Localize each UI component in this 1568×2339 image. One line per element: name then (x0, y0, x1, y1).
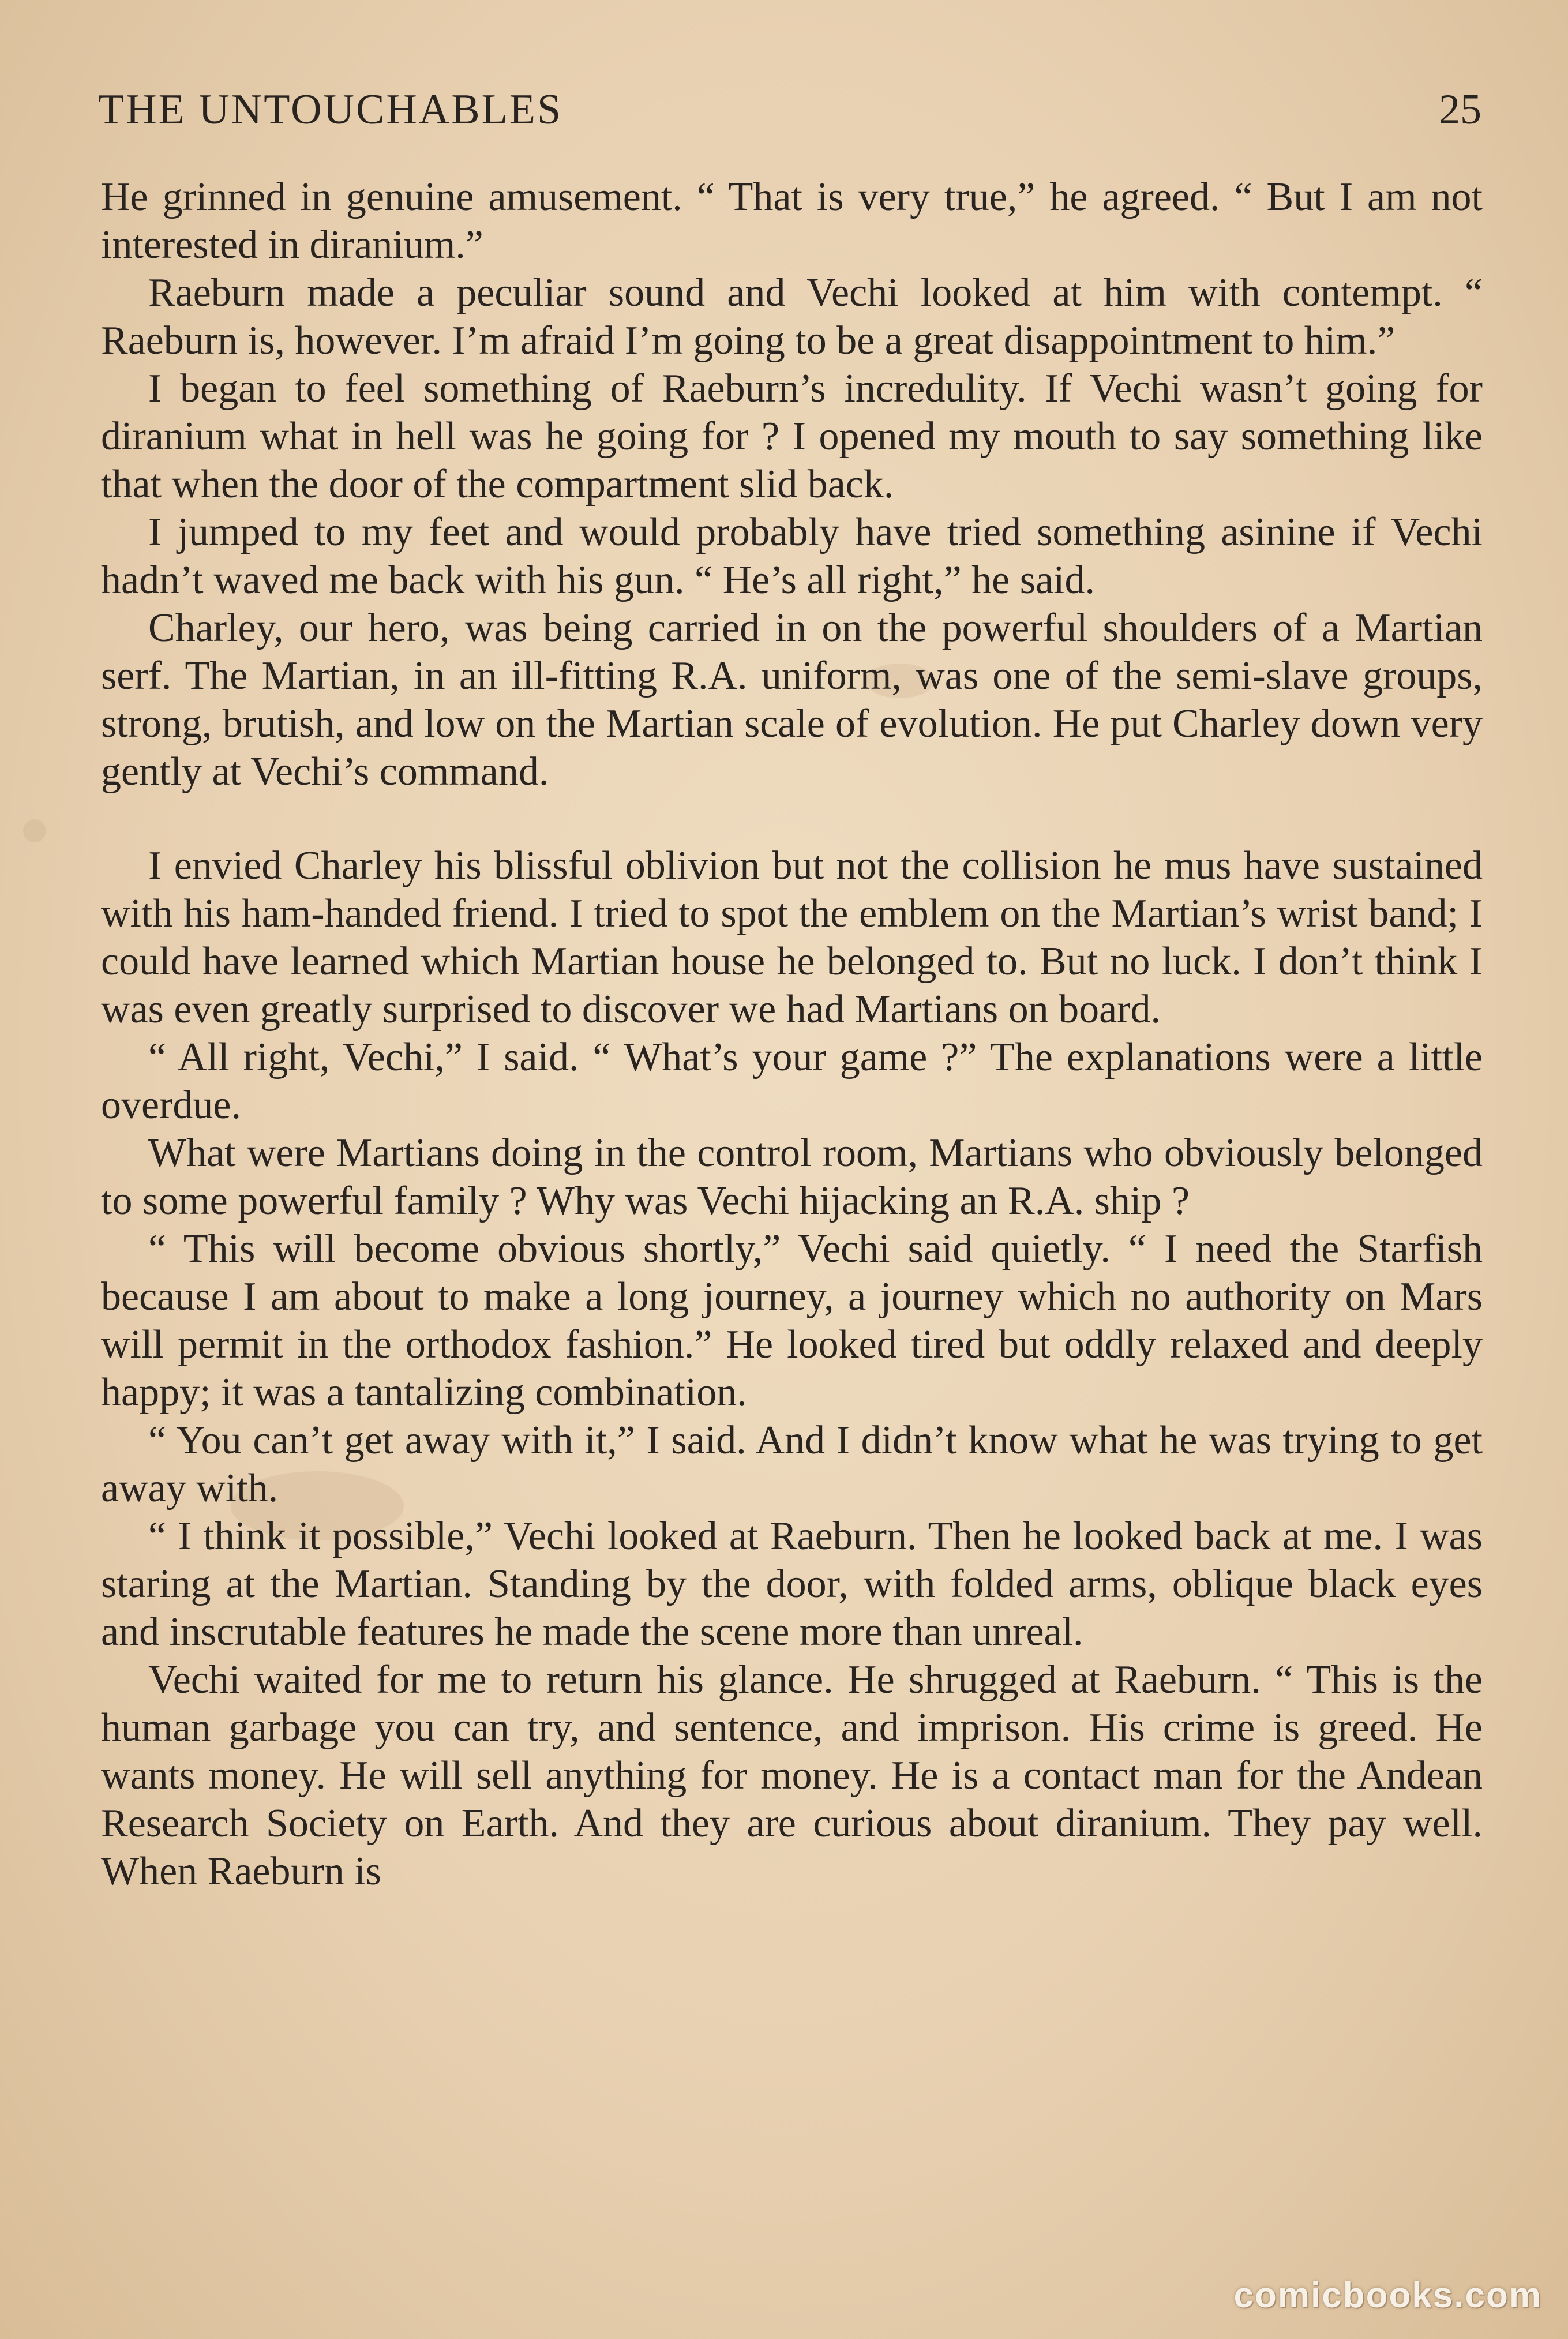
paragraph: Charley, our hero, was being carried in on the powerful shoulders of a Martian serf. The Martian, in an ill-fitting R.A. uniform, was one of the semi-slave groups, strong, brutish, and low on the Martian scale of evolution. He put Charley down very gently at Vechi’s command. (101, 606, 1483, 794)
paragraph: What were Martians doing in the control room, Martians who obviously belonged to some powerful family ? Why was Vechi hijacking an R.A. ship ? (101, 1131, 1483, 1223)
paragraph: I envied Charley his blissful oblivion but not the collision he mus have sustained with his ham-handed friend. I tried to spot the emblem on the Martian’s wrist band; I could have learned which Martian house he belonged to. But no luck. I don’t think I was even greatly surprised to discover we had Martians on board. (101, 844, 1483, 1032)
page-number: 25 (1439, 86, 1481, 133)
paragraph: I began to feel something of Raeburn’s incredulity. If Vechi wasn’t going for diranium what in hell was he going for ? I opened my mouth to say something like that when the door of the compartment slid back. (101, 366, 1483, 507)
paragraph: He grinned in genuine amusement. “ That is very true,” he agreed. “ But I am not interested in diranium.” (101, 175, 1483, 267)
running-header (98, 81, 1481, 138)
watermark: comicbooks.com (1233, 2276, 1542, 2315)
paragraph: “ I think it possible,” Vechi looked at Raeburn. Then he looked back at me. I was staring at the Martian. Standing by the door, with folded arms, oblique black eyes and inscrutable features he made the scene more than unreal. (101, 1514, 1483, 1654)
paragraph: “ You can’t get away with it,” I said. And I didn’t know what he was trying to get away with. (101, 1418, 1483, 1510)
body-text (101, 173, 1483, 1895)
running-title: THE UNTOUCHABLES (98, 86, 563, 133)
paragraph: Raeburn made a peculiar sound and Vechi looked at him with contempt. “ Raeburn is, however. I’m afraid I’m going to be a great disappointment to him.” (101, 271, 1483, 363)
paragraph: Vechi waited for me to return his glance. He shrugged at Raeburn. “ This is the human garbage you can try, and sentence, and imprison. His crime is greed. He wants money. He will sell anything for money. He is a contact man for the Andean Research Society on Earth. And they are curious about diranium. They pay well. When Raeburn is (101, 1658, 1483, 1894)
paragraph: I jumped to my feet and would probably have tried something asinine if Vechi hadn’t waved me back with his gun. “ He’s all right,” he said. (101, 510, 1483, 602)
paragraph: “ This will become obvious shortly,” Vechi said quietly. “ I need the Starfish because I am about to make a long journey, a journey which no authority on Mars will permit in the orthodox fashion.” He looked tired but oddly relaxed and deeply happy; it was a tantalizing combination. (101, 1227, 1483, 1415)
paragraph: “ All right, Vechi,” I said. “ What’s your game ?” The explanations were a little overdue. (101, 1035, 1483, 1127)
paper-stain (23, 819, 46, 842)
